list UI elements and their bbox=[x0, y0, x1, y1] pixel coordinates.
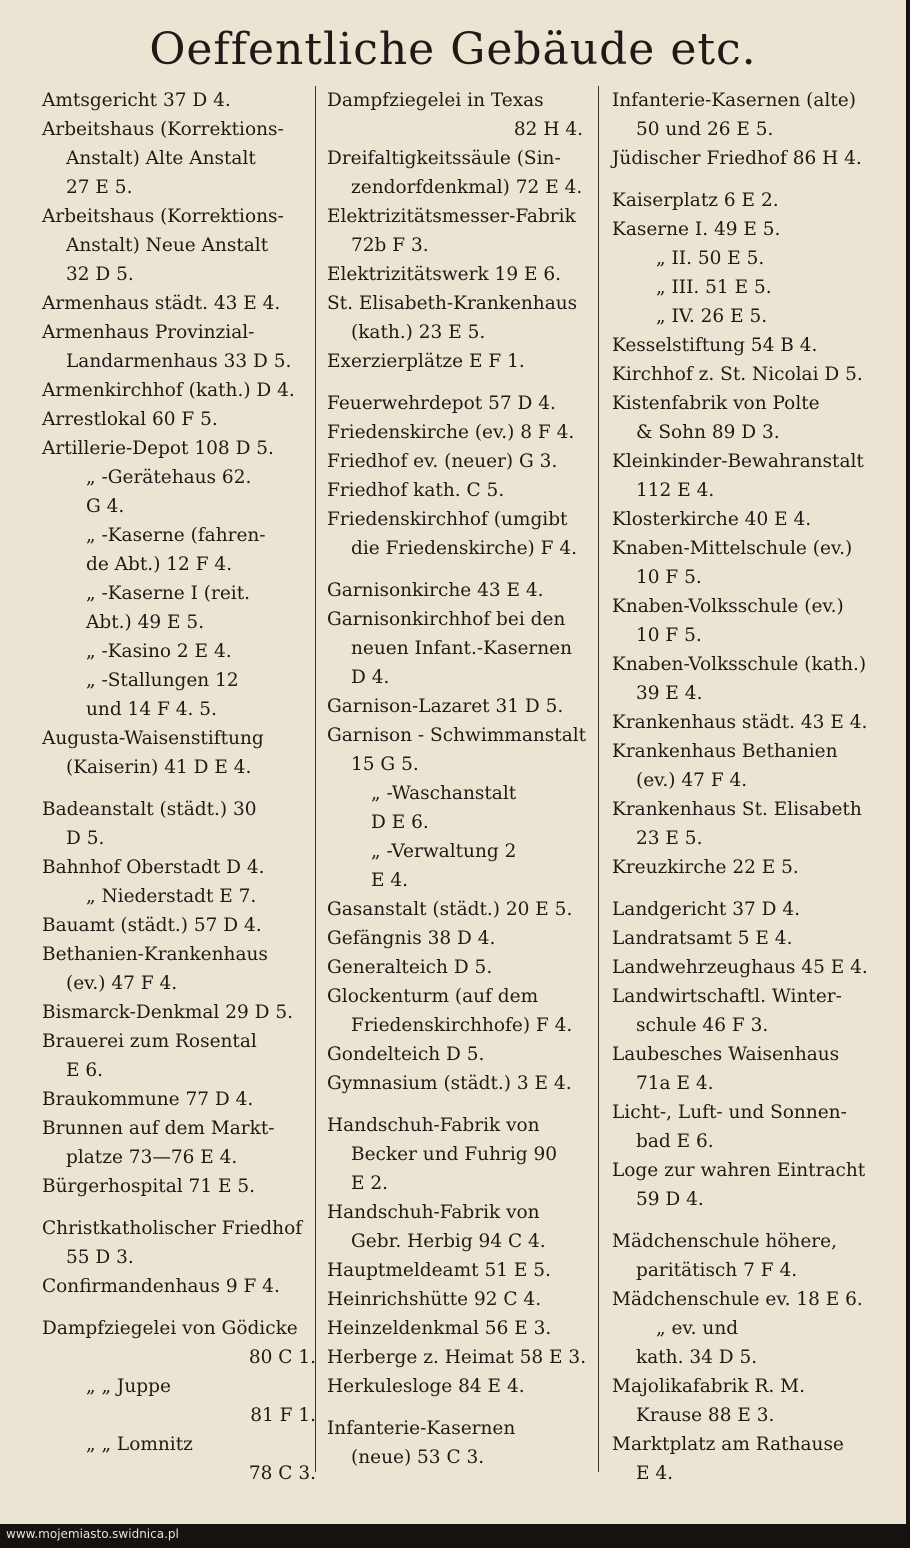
index-entry bbox=[327, 895, 589, 924]
index-entry-line: „ IV. 26 E 5. bbox=[656, 306, 768, 327]
index-entry bbox=[42, 637, 322, 666]
index-entry-line: Garnison - Schwimmanstalt bbox=[327, 725, 587, 746]
index-entry bbox=[612, 1098, 874, 1156]
index-entry-line: (Kaiserin) 41 D E 4. bbox=[66, 757, 252, 778]
index-entry-line: Amtsgericht 37 D 4. bbox=[42, 90, 231, 111]
index-entry bbox=[327, 953, 589, 982]
index-entry bbox=[612, 144, 874, 173]
index-entry bbox=[327, 1111, 589, 1198]
index-entry-line: Heinrichshütte 92 C 4. bbox=[327, 1289, 542, 1310]
index-entry bbox=[42, 318, 322, 376]
index-entry bbox=[42, 115, 322, 202]
index-entry bbox=[327, 1314, 589, 1343]
index-entry bbox=[42, 853, 322, 882]
index-column-3 bbox=[612, 86, 874, 1488]
index-entry-line: neuen Infant.-Kasernen bbox=[351, 638, 573, 659]
index-entry bbox=[327, 289, 589, 347]
index-entry bbox=[42, 86, 322, 115]
index-entry bbox=[612, 273, 874, 302]
index-entry-line: Infanterie-Kasernen bbox=[327, 1418, 516, 1439]
section-gap bbox=[327, 1401, 589, 1414]
index-entry-line: Christkatholischer Friedhof bbox=[42, 1218, 303, 1239]
index-entry-line: Herkulesloge 84 E 4. bbox=[327, 1376, 525, 1397]
index-entry-line: Dampfziegelei in Texas bbox=[327, 90, 544, 111]
index-entry bbox=[612, 86, 874, 144]
index-entry-line: Augusta-Waisenstiftung bbox=[42, 728, 264, 749]
index-entry bbox=[612, 302, 874, 331]
index-entry bbox=[42, 376, 322, 405]
index-entry-line: Brunnen auf dem Markt- bbox=[42, 1118, 275, 1139]
index-entry-line: 81 F 1. bbox=[250, 1405, 316, 1426]
index-entry bbox=[42, 1114, 322, 1172]
index-entry-line: Elektrizitätsmesser-Fabrik bbox=[327, 206, 576, 227]
index-column-1 bbox=[42, 86, 322, 1488]
index-entry-line: Badeanstalt (städt.) 30 bbox=[42, 799, 257, 820]
page-title: Oeffentliche Gebäude etc. bbox=[149, 24, 757, 75]
index-entry bbox=[612, 737, 874, 795]
index-entry bbox=[612, 534, 874, 592]
index-entry bbox=[612, 1285, 874, 1314]
index-entry-line: Becker und Fuhrig 90 bbox=[351, 1144, 558, 1165]
index-entry-line: E 4. bbox=[371, 870, 409, 891]
index-entry-line: Jüdischer Friedhof 86 H 4. bbox=[612, 148, 862, 169]
index-entry bbox=[42, 998, 322, 1027]
section-gap bbox=[327, 1098, 589, 1111]
index-entry bbox=[327, 924, 589, 953]
index-entry-line: Krause 88 E 3. bbox=[636, 1405, 775, 1426]
index-entry-line: 82 H 4. bbox=[513, 119, 583, 140]
index-entry bbox=[327, 1040, 589, 1069]
index-entry-line: Dampfziegelei von Gödicke bbox=[42, 1318, 298, 1339]
index-entry-line: Friedenskirchhof (umgibt bbox=[327, 509, 568, 530]
index-entry bbox=[612, 244, 874, 273]
index-entry-line: Confirmandenhaus 9 F 4. bbox=[42, 1276, 280, 1297]
index-entry-line: 39 E 4. bbox=[636, 683, 703, 704]
index-entry bbox=[612, 331, 874, 360]
index-entry-line: Marktplatz am Rathause bbox=[612, 1434, 844, 1455]
index-entry bbox=[612, 592, 874, 650]
index-entry-line: E 2. bbox=[351, 1173, 389, 1194]
index-entry-line: Kleinkinder-Bewahranstalt bbox=[612, 451, 864, 472]
index-entry-line: Loge zur wahren Eintracht bbox=[612, 1160, 866, 1181]
index-entry-line: Majolikafabrik R. M. bbox=[612, 1376, 806, 1397]
index-entry-line: Landarmenhaus 33 D 5. bbox=[66, 351, 292, 372]
section-gap bbox=[612, 882, 874, 895]
index-entry-line: platze 73—76 E 4. bbox=[66, 1147, 238, 1168]
index-entry-line: Garnison-Lazaret 31 D 5. bbox=[327, 696, 564, 717]
index-entry-line: Knaben-Mittelschule (ev.) bbox=[612, 538, 853, 559]
index-entry-line: „ „ Lomnitz bbox=[86, 1434, 193, 1455]
index-entry bbox=[42, 1027, 322, 1085]
index-entry-line: „ -Stallungen 12 bbox=[86, 670, 239, 691]
index-entry-line: Gymnasium (städt.) 3 E 4. bbox=[327, 1073, 572, 1094]
index-entry bbox=[327, 982, 589, 1040]
index-entry-line: St. Elisabeth-Krankenhaus bbox=[327, 293, 578, 314]
index-entry bbox=[612, 924, 874, 953]
index-entry bbox=[327, 1372, 589, 1401]
index-entry-line: Gasanstalt (städt.) 20 E 5. bbox=[327, 899, 573, 920]
index-entry bbox=[327, 1256, 589, 1285]
index-entry-line: „ -Gerätehaus 62. bbox=[86, 467, 252, 488]
index-entry-line: Armenkirchhof (kath.) D 4. bbox=[42, 380, 295, 401]
index-entry-line: Licht-, Luft- und Sonnen- bbox=[612, 1102, 847, 1123]
index-entry-line: 23 E 5. bbox=[636, 828, 703, 849]
index-entry bbox=[327, 389, 589, 418]
index-entry-line: 10 F 5. bbox=[636, 567, 702, 588]
index-entry bbox=[327, 260, 589, 289]
index-entry-line: Bürgerhospital 71 E 5. bbox=[42, 1176, 256, 1197]
index-entry-line: D 4. bbox=[351, 667, 390, 688]
index-entry-line: Klosterkirche 40 E 4. bbox=[612, 509, 812, 530]
index-entry bbox=[42, 434, 322, 463]
index-entry bbox=[327, 1343, 589, 1372]
index-entry bbox=[612, 795, 874, 853]
index-entry-line: Feuerwehrdepot 57 D 4. bbox=[327, 393, 556, 414]
index-entry bbox=[327, 202, 589, 260]
index-entry-line: „ -Kaserne (fahren- bbox=[86, 525, 266, 546]
index-entry-line: Armenhaus städt. 43 E 4. bbox=[42, 293, 281, 314]
index-entry bbox=[42, 911, 322, 940]
index-entry-line: Krankenhaus städt. 43 E 4. bbox=[612, 712, 868, 733]
index-entry bbox=[612, 982, 874, 1040]
index-entry bbox=[327, 692, 589, 721]
index-entry bbox=[327, 1198, 589, 1256]
index-entry-line: Garnisonkirchhof bei den bbox=[327, 609, 566, 630]
index-entry bbox=[612, 708, 874, 737]
index-column-2 bbox=[327, 86, 589, 1472]
index-entry-line: E 4. bbox=[636, 1463, 674, 1484]
section-gap bbox=[612, 1214, 874, 1227]
index-entry-line: „ ev. und bbox=[656, 1318, 739, 1339]
source-url: www.mojemiasto.swidnica.pl bbox=[6, 1527, 179, 1541]
index-entry-line: Krankenhaus St. Elisabeth bbox=[612, 799, 862, 820]
index-entry-line: Friedhof ev. (neuer) G 3. bbox=[327, 451, 558, 472]
index-entry-line: (ev.) 47 F 4. bbox=[66, 973, 178, 994]
index-entry bbox=[42, 940, 322, 998]
index-entry bbox=[42, 579, 322, 637]
index-entry-line: G 4. bbox=[86, 496, 125, 517]
index-entry bbox=[612, 360, 874, 389]
index-entry-line: „ -Waschanstalt bbox=[371, 783, 517, 804]
index-entry bbox=[327, 1069, 589, 1098]
index-entry-line: Generalteich D 5. bbox=[327, 957, 493, 978]
index-entry-line: Anstalt) Neue Anstalt bbox=[66, 235, 269, 256]
index-entry bbox=[612, 1156, 874, 1214]
index-entry bbox=[327, 144, 589, 202]
index-entry-line: 112 E 4. bbox=[636, 480, 715, 501]
index-entry bbox=[327, 576, 589, 605]
index-entry bbox=[327, 721, 589, 779]
index-entry-line: Mädchenschule höhere, bbox=[612, 1231, 837, 1252]
index-entry-line: Krankenhaus Bethanien bbox=[612, 741, 838, 762]
index-entry-line: Brauerei zum Rosental bbox=[42, 1031, 257, 1052]
index-entry bbox=[42, 521, 322, 579]
index-entry bbox=[42, 405, 322, 434]
index-entry bbox=[612, 1430, 874, 1488]
index-entry-line: „ -Verwaltung 2 bbox=[371, 841, 517, 862]
index-entry-line: zendorfdenkmal) 72 E 4. bbox=[351, 177, 583, 198]
index-entry-line: Gebr. Herbig 94 C 4. bbox=[351, 1231, 546, 1252]
index-entry-line: D E 6. bbox=[371, 812, 429, 833]
section-gap bbox=[42, 1301, 322, 1314]
index-entry-line: Landratsamt 5 E 4. bbox=[612, 928, 793, 949]
index-entry bbox=[42, 1430, 322, 1488]
index-entry-line: Landwehrzeughaus 45 E 4. bbox=[612, 957, 868, 978]
index-entry-line: 71a E 4. bbox=[636, 1073, 714, 1094]
index-entry-line: schule 46 F 3. bbox=[636, 1015, 769, 1036]
index-entry-line: D 5. bbox=[66, 828, 105, 849]
index-entry-line: 15 G 5. bbox=[351, 754, 419, 775]
index-entry bbox=[612, 1372, 874, 1430]
index-entry bbox=[327, 505, 589, 563]
index-entry-line: 78 C 3. bbox=[248, 1463, 316, 1484]
index-entry bbox=[612, 1040, 874, 1098]
index-entry-line: Mädchenschule ev. 18 E 6. bbox=[612, 1289, 863, 1310]
index-entry-line: „ -Kasino 2 E 4. bbox=[86, 641, 232, 662]
index-entry-line: Kirchhof z. St. Nicolai D 5. bbox=[612, 364, 863, 385]
index-entry bbox=[612, 650, 874, 708]
index-entry-line: Knaben-Volksschule (kath.) bbox=[612, 654, 867, 675]
index-entry-line: Hauptmeldeamt 51 E 5. bbox=[327, 1260, 551, 1281]
index-entry-line: Laubesches Waisenhaus bbox=[612, 1044, 840, 1065]
index-entry-line: 80 C 1. bbox=[248, 1347, 316, 1368]
index-entry bbox=[612, 447, 874, 505]
index-entry-line: Kaiserplatz 6 E 2. bbox=[612, 190, 779, 211]
index-entry bbox=[612, 895, 874, 924]
index-entry-line: Friedenskirche (ev.) 8 F 4. bbox=[327, 422, 575, 443]
index-entry bbox=[327, 447, 589, 476]
index-entry-line: „ -Kaserne I (reit. bbox=[86, 583, 251, 604]
index-entry bbox=[327, 779, 589, 837]
index-entry-line: Kistenfabrik von Polte bbox=[612, 393, 820, 414]
index-entry bbox=[612, 853, 874, 882]
index-entry-line: Elektrizitätswerk 19 E 6. bbox=[327, 264, 562, 285]
index-entry-line: Glockenturm (auf dem bbox=[327, 986, 539, 1007]
section-gap bbox=[42, 1201, 322, 1214]
index-entry-line: Garnisonkirche 43 E 4. bbox=[327, 580, 544, 601]
index-entry-line: Braukommune 77 D 4. bbox=[42, 1089, 254, 1110]
index-entry-line: kath. 34 D 5. bbox=[636, 1347, 758, 1368]
index-entry-line: „ II. 50 E 5. bbox=[656, 248, 765, 269]
index-entry bbox=[42, 1085, 322, 1114]
index-entry bbox=[42, 1314, 322, 1372]
index-entry-line: Abt.) 49 E 5. bbox=[86, 612, 205, 633]
index-entry-line: Landgericht 37 D 4. bbox=[612, 899, 800, 920]
index-entry-line: Friedhof kath. C 5. bbox=[327, 480, 505, 501]
index-entry bbox=[327, 1414, 589, 1472]
index-entry bbox=[612, 389, 874, 447]
index-entry bbox=[327, 1285, 589, 1314]
index-entry bbox=[327, 837, 589, 895]
index-entry-line: Heinzeldenkmal 56 E 3. bbox=[327, 1318, 552, 1339]
index-entry-line: Kreuzkirche 22 E 5. bbox=[612, 857, 799, 878]
index-entry-line: 72b F 3. bbox=[351, 235, 429, 256]
index-entry bbox=[612, 215, 874, 244]
index-entry-line: Bauamt (städt.) 57 D 4. bbox=[42, 915, 262, 936]
section-gap bbox=[42, 782, 322, 795]
index-entry bbox=[42, 463, 322, 521]
index-entry-line: & Sohn 89 D 3. bbox=[636, 422, 780, 443]
index-entry bbox=[327, 476, 589, 505]
index-entry-line: (neue) 53 C 3. bbox=[351, 1447, 485, 1468]
index-entry-line: „ „ Juppe bbox=[86, 1376, 171, 1397]
index-entry-line: 32 D 5. bbox=[66, 264, 134, 285]
index-entry-line: Bismarck-Denkmal 29 D 5. bbox=[42, 1002, 293, 1023]
index-entry bbox=[42, 795, 322, 853]
index-entry-line: 27 E 5. bbox=[66, 177, 133, 198]
index-entry-line: Gondelteich D 5. bbox=[327, 1044, 485, 1065]
index-entry-line: die Friedenskirche) F 4. bbox=[351, 538, 577, 559]
index-entry-line: 59 D 4. bbox=[636, 1189, 704, 1210]
index-entry-line: Herberge z. Heimat 58 E 3. bbox=[327, 1347, 587, 1368]
index-entry bbox=[327, 418, 589, 447]
section-gap bbox=[612, 173, 874, 186]
index-entry bbox=[42, 1214, 322, 1272]
column-rule-right bbox=[598, 86, 599, 1472]
index-entry-line: 55 D 3. bbox=[66, 1247, 134, 1268]
index-entry bbox=[42, 1372, 322, 1430]
index-entry-line: (kath.) 23 E 5. bbox=[351, 322, 486, 343]
index-entry-line: und 14 F 4. 5. bbox=[86, 699, 217, 720]
index-entry-line: Bahnhof Oberstadt D 4. bbox=[42, 857, 265, 878]
index-entry-line: Exerzierplätze E F 1. bbox=[327, 351, 525, 372]
index-entry-line: Armenhaus Provinzial- bbox=[42, 322, 255, 343]
index-entry bbox=[327, 86, 589, 144]
index-entry bbox=[42, 666, 322, 724]
index-entry bbox=[327, 605, 589, 692]
index-entry-line: 10 F 5. bbox=[636, 625, 702, 646]
index-entry bbox=[42, 202, 322, 289]
index-entry bbox=[42, 882, 322, 911]
index-entry-line: E 6. bbox=[66, 1060, 104, 1081]
index-entry bbox=[612, 505, 874, 534]
index-entry bbox=[612, 1314, 874, 1372]
index-entry-line: Friedenskirchhofe) F 4. bbox=[351, 1015, 573, 1036]
index-entry-line: Dreifaltigkeitssäule (Sin- bbox=[327, 148, 561, 169]
index-entry-line: Bethanien-Krankenhaus bbox=[42, 944, 268, 965]
index-entry bbox=[612, 186, 874, 215]
index-entry-line: Anstalt) Alte Anstalt bbox=[66, 148, 256, 169]
index-entry-line: Infanterie-Kasernen (alte) bbox=[612, 90, 856, 111]
index-entry bbox=[42, 724, 322, 782]
index-entry bbox=[42, 1172, 322, 1201]
section-gap bbox=[327, 563, 589, 576]
index-entry-line: bad E 6. bbox=[636, 1131, 714, 1152]
index-entry-line: Arrestlokal 60 F 5. bbox=[42, 409, 218, 430]
index-entry-line: Handschuh-Fabrik von bbox=[327, 1115, 540, 1136]
index-entry-line: Arbeitshaus (Korrektions- bbox=[42, 119, 284, 140]
index-entry-line: Artillerie-Depot 108 D 5. bbox=[42, 438, 274, 459]
index-entry-line: de Abt.) 12 F 4. bbox=[86, 554, 233, 575]
index-entry bbox=[327, 347, 589, 376]
index-entry-line: „ III. 51 E 5. bbox=[656, 277, 772, 298]
section-gap bbox=[327, 376, 589, 389]
index-entry-line: Arbeitshaus (Korrektions- bbox=[42, 206, 284, 227]
index-entry-line: Gefängnis 38 D 4. bbox=[327, 928, 496, 949]
index-entry-line: Handschuh-Fabrik von bbox=[327, 1202, 540, 1223]
index-entry-line: Kaserne I. 49 E 5. bbox=[612, 219, 781, 240]
index-entry bbox=[612, 953, 874, 982]
index-entry-line: (ev.) 47 F 4. bbox=[636, 770, 748, 791]
index-entry-line: Landwirtschaftl. Winter- bbox=[612, 986, 842, 1007]
index-entry bbox=[42, 289, 322, 318]
index-entry bbox=[42, 1272, 322, 1301]
index-entry-line: Kesselstiftung 54 B 4. bbox=[612, 335, 818, 356]
index-entry-line: paritätisch 7 F 4. bbox=[636, 1260, 798, 1281]
index-entry-line: 50 und 26 E 5. bbox=[636, 119, 774, 140]
index-entry bbox=[612, 1227, 874, 1285]
index-entry-line: Knaben-Volksschule (ev.) bbox=[612, 596, 844, 617]
index-entry-line: „ Niederstadt E 7. bbox=[86, 886, 257, 907]
